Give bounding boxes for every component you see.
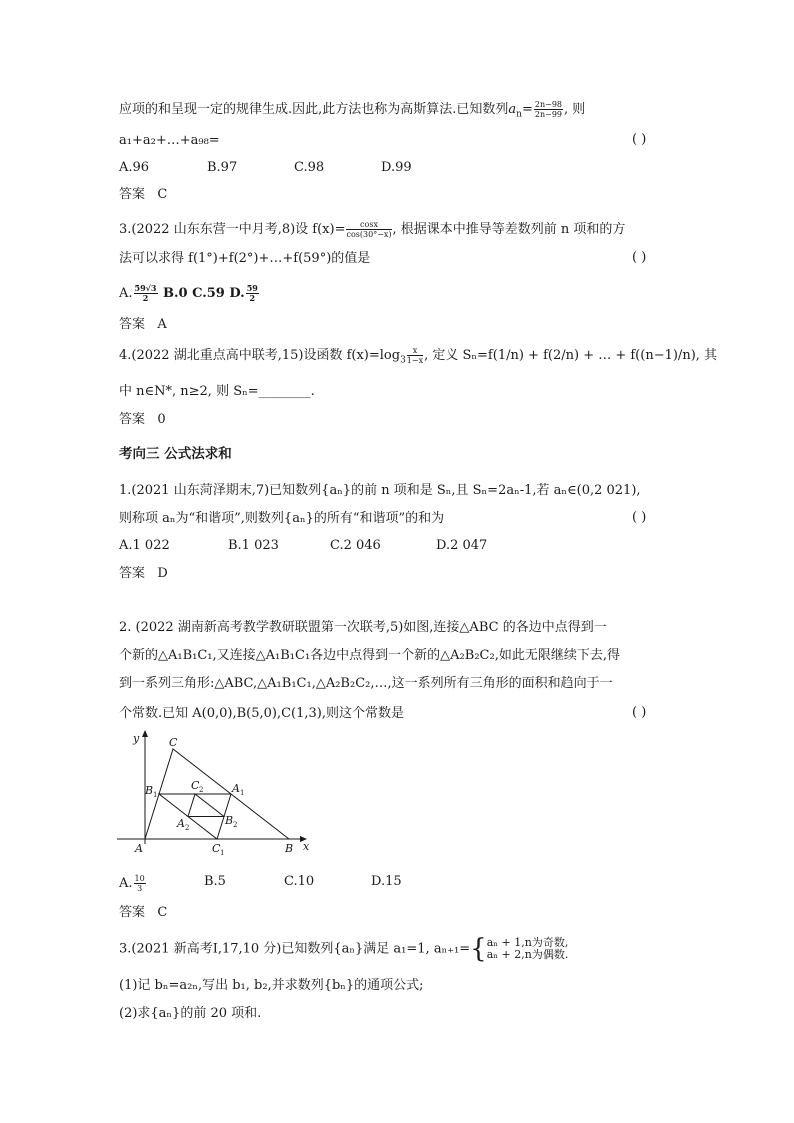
option-c: C.10	[284, 874, 315, 889]
answer-line	[119, 411, 166, 429]
q-prev-line1	[119, 100, 585, 124]
triangle-diagram	[117, 728, 317, 856]
q-prev-line2: a₁+a₂+…+a₉₈=	[119, 133, 220, 148]
s1-line2: 则称项 aₙ为“和谐项”,则数列{aₙ}的所有“和谐项”的和为	[119, 511, 445, 526]
fraction	[246, 284, 259, 303]
triangle-a2b2c2	[188, 794, 224, 817]
answer-line	[119, 186, 167, 204]
frac-num: 10	[134, 874, 145, 883]
frac-num: 59√3	[134, 283, 157, 293]
label-sub: 2	[185, 824, 190, 832]
label-sub: 1	[153, 791, 158, 799]
s2-line1: 2. (2022 湖南新高考教学教研联盟第一次联考,5)如图,连接△ABC 的各边中点得到一	[119, 620, 607, 635]
answer-value: 0	[157, 412, 166, 427]
answer-value: C	[157, 905, 168, 920]
option-a-label: A.	[119, 876, 133, 891]
option-b: B.1 023	[228, 538, 279, 553]
label-a1: A	[232, 782, 240, 795]
answer-label: 答案	[119, 317, 146, 332]
s2-line4: 个常数.已知 A(0,0),B(5,0),C(1,3),则这个常数是	[119, 706, 405, 721]
label-b: B	[285, 842, 294, 855]
answer-paren: ( )	[632, 510, 647, 525]
s3-sub1: (1)记 bₙ=a₂ₙ,写出 b₁, b₂,并求数列{bₙ}的通项公式;	[119, 978, 424, 993]
eq-sign: =	[521, 102, 533, 117]
label-c1: C	[212, 842, 221, 855]
options-bcd: B.0 C.59 D.	[158, 286, 245, 301]
fraction	[134, 284, 158, 303]
q4-mid: , 定义 Sₙ=f	[424, 348, 493, 363]
label-a: A	[135, 842, 143, 855]
q4-line2: 中 n∈N*, n≥2, 则 Sₙ=________.	[119, 384, 315, 399]
log-base: 3	[400, 355, 406, 366]
answer-value: A	[157, 317, 167, 332]
brace-icon: {	[470, 934, 487, 964]
frac-num: 59	[246, 283, 258, 293]
option-d: D.15	[371, 874, 402, 889]
option-a	[119, 874, 147, 893]
q3-line1	[119, 220, 625, 239]
answer-paren: ( )	[632, 250, 647, 265]
answer-label: 答案	[119, 905, 146, 920]
fraction	[134, 874, 146, 893]
answer-paren: ( )	[632, 705, 647, 720]
option-c: C.2 046	[330, 538, 381, 553]
case-odd: aₙ + 1,n为奇数,	[486, 936, 569, 949]
y-arrow	[142, 730, 148, 737]
label-sub: 2	[233, 821, 238, 829]
sub-n: n	[516, 109, 522, 120]
option-c: C.98	[294, 160, 325, 175]
label-a2: A	[177, 817, 185, 830]
case-even: aₙ + 2,n为偶数.	[486, 948, 569, 961]
triangle-figure	[117, 728, 317, 860]
s3-sub2: (2)求{aₙ}的前 20 项和.	[119, 1006, 262, 1021]
label-c: C	[169, 736, 178, 749]
frac-den: 2n−99	[534, 110, 562, 119]
s2-line3: 到一系列三角形:△ABC,△A₁B₁C₁,△A₂B₂C₂,…,这一系列所有三角形的面积和趋向于一	[119, 676, 613, 691]
q-prev-text: 应项的和呈现一定的规律生成.因此,此方法也称为高斯算法.已知数列	[119, 102, 509, 117]
label-sub: 1	[240, 789, 245, 797]
label-c2: C	[191, 779, 200, 792]
frac-den: 1−x	[406, 356, 424, 365]
q3-post: , 根据课本中推导等差数列前 n 项和的方	[392, 222, 626, 237]
label-y: y	[133, 732, 140, 745]
answer-label: 答案	[119, 566, 146, 581]
q4-line1	[119, 346, 717, 370]
fraction	[407, 346, 423, 365]
answer-line	[119, 316, 167, 334]
frac-den: 2	[249, 293, 256, 303]
fraction	[346, 220, 391, 239]
answer-line	[119, 565, 168, 583]
fraction	[534, 100, 563, 119]
answer-value: D	[157, 566, 168, 581]
frac-num: 2n−98	[534, 100, 562, 109]
s3-text: 3.(2021 新高考Ⅰ,17,10 分)已知数列{aₙ}满足 a₁=1, aₙ₊₁=	[119, 941, 471, 957]
q3-line2: 法可以求得 f(1°)+f(2°)+…+f(59°)的值是	[119, 251, 371, 266]
s2-line2: 个新的△A₁B₁C₁,又连接△A₁B₁C₁各边中点得到一个新的△A₂B₂C₂,如此无限继续下去,得	[119, 648, 620, 663]
cases	[487, 937, 569, 961]
q4-tail: + f(2/n) + … + f((n−1)/n), 其	[523, 348, 718, 363]
f-1n: (1/n)	[492, 348, 524, 363]
q3-options	[119, 284, 260, 303]
answer-label: 答案	[119, 187, 146, 202]
answer-value: C	[157, 187, 168, 202]
label-b1: B	[145, 784, 154, 797]
option-a: A.1 022	[119, 538, 170, 553]
section-title: 考向三 公式法求和	[119, 446, 232, 462]
frac-den: cos(30°−x)	[346, 230, 392, 239]
frac-den: 2	[142, 293, 149, 303]
s3-line1	[119, 932, 568, 966]
var-a: a	[508, 102, 517, 117]
label-sub: 2	[199, 786, 204, 794]
option-d: D.2 047	[436, 538, 488, 553]
label-x: x	[303, 840, 310, 853]
q4-text: 4.(2022 湖北重点高中联考,15)设函数 f(x)=log	[119, 348, 401, 363]
frac-den: 3	[137, 884, 143, 893]
frac-num: x	[407, 346, 423, 356]
answer-line	[119, 904, 167, 922]
label-sub: 1	[220, 849, 225, 856]
option-a: A.	[119, 286, 133, 301]
frac-num: cosx	[346, 220, 391, 230]
answer-paren: ( )	[632, 132, 647, 147]
option-b: B.5	[204, 874, 226, 889]
answer-label: 答案	[119, 412, 146, 427]
q-prev-post: , 则	[564, 102, 586, 117]
option-d: D.99	[381, 160, 412, 175]
label-b2: B	[225, 814, 234, 827]
option-b: B.97	[207, 160, 238, 175]
s1-line1: 1.(2021 山东菏泽期末,7)已知数列{aₙ}的前 n 项和是 Sₙ,且 Sₙ=2aₙ-1,若 aₙ∈(0,2 021),	[119, 483, 641, 498]
option-a: A.96	[119, 160, 150, 175]
q3-text: 3.(2022 山东东营一中月考,8)设 f(x)=	[119, 222, 346, 237]
